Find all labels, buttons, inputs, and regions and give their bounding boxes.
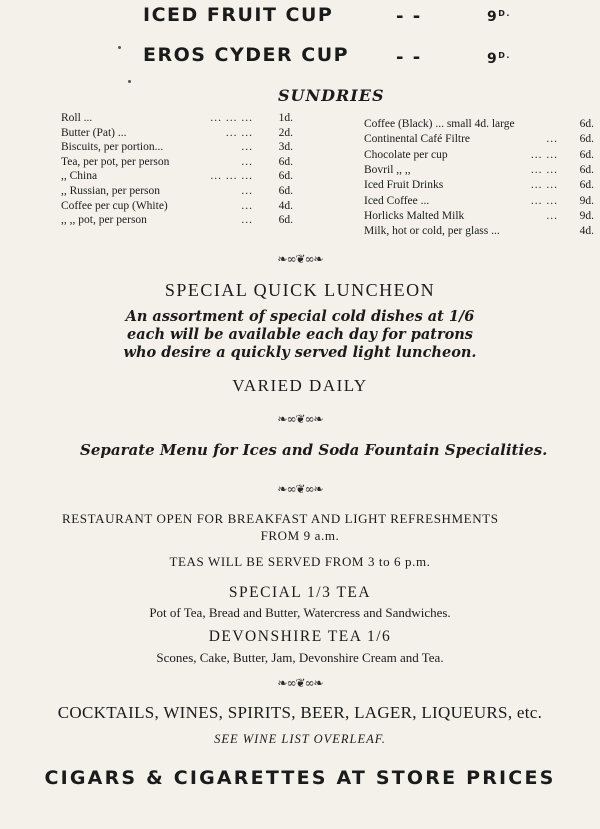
item-leader: ... (241, 185, 253, 197)
item-name: Bovril ,, ,, (364, 163, 411, 176)
item-leader: ... ... (530, 148, 558, 161)
item-price: 9d. (579, 194, 594, 207)
item-name: Continental Café Filtre (364, 133, 471, 146)
luncheon-line: each will be available each day for patrons (127, 326, 473, 343)
item-name: Milk, hot or cold, per glass ... (364, 225, 500, 238)
ices-note: Separate Menu for Ices and Soda Fountain Specialities. (80, 441, 548, 459)
item-name: Coffee (Black) ... small 4d. large (364, 118, 515, 130)
sundries-item (61, 141, 293, 156)
sundries-item (364, 133, 594, 148)
sundries-item (364, 164, 594, 179)
item-price: 9d. (579, 209, 594, 222)
luncheon-line: An assortment of special cold dishes at 1/6 (125, 308, 475, 325)
item-leader: ... (241, 199, 253, 212)
item-name: Iced Coffee ... (364, 194, 430, 207)
sundries-title: SUNDRIES (278, 86, 385, 105)
wine-note: SEE WINE LIST OVERLEAF. (214, 732, 386, 746)
item-leader: ... ... (225, 126, 253, 139)
luncheon-title: SPECIAL QUICK LUNCHEON (164, 280, 436, 300)
item-leader: ... (546, 209, 558, 222)
item-name: ,, China (61, 170, 98, 183)
ornament-divider: ❧∞❦∞❧ (277, 482, 323, 496)
ornament-divider: ❧∞❦∞❧ (277, 412, 323, 426)
print-speck (128, 80, 131, 83)
drink-name: ICED FRUIT CUP (143, 4, 334, 26)
cigars-note: CIGARS & CIGARETTES AT STORE PRICES (44, 767, 556, 789)
item-leader: ... (241, 141, 253, 154)
sundries-item (61, 185, 293, 200)
item-price: 6d. (579, 133, 594, 146)
item-price: 2d. (278, 126, 293, 139)
drink-price: $9^{D.}$ (487, 51, 511, 67)
special-tea-title: SPECIAL 1/3 TEA (228, 584, 372, 601)
sundries-item (61, 127, 293, 142)
devonshire-tea-title: DEVONSHIRE TEA 1/6 (208, 628, 392, 645)
item-price: 4d. (278, 199, 293, 212)
item-price: 6d. (278, 155, 293, 168)
drink-name: EROS CYDER CUP (143, 44, 350, 66)
print-speck (118, 46, 121, 49)
item-name: ,, ,, pot, per person (61, 214, 147, 227)
sundries-item (364, 195, 594, 210)
teas-hours: TEAS WILL BE SERVED FROM 3 to 6 p.m. (169, 554, 431, 569)
item-price: 6d. (579, 163, 594, 176)
item-price: 6d. (278, 170, 293, 183)
restaurant-hours: RESTAURANT OPEN FOR BREAKFAST AND LIGHT REFRESHMENTS (62, 511, 499, 526)
item-leader: ... ... (530, 194, 558, 207)
sundries-item (364, 210, 594, 225)
sundries-item (61, 112, 293, 127)
item-leader: ... ... (530, 163, 558, 176)
item-name: Horlicks Malted Milk (364, 209, 465, 222)
luncheon-line: who desire a quickly served light luncheon. (123, 344, 477, 361)
ornament-divider: ❧∞❦∞❧ (277, 252, 323, 266)
item-price: 6d. (579, 179, 594, 192)
item-name: Chocolate per cup (364, 148, 448, 161)
item-price: 3d. (278, 141, 293, 154)
item-leader: ... (546, 133, 558, 146)
item-price: 6d. (278, 214, 293, 227)
sundries-item (364, 179, 594, 194)
item-leader: ... ... (530, 179, 558, 192)
sundries-item (61, 200, 293, 215)
sundries-item (364, 149, 594, 164)
sundries-item (61, 170, 293, 185)
restaurant-from: FROM 9 a.m. (260, 528, 340, 543)
item-leader: ... (241, 155, 253, 168)
drink-dashes: - - (396, 47, 422, 68)
item-leader: ... ... ... (210, 170, 253, 183)
item-name: Coffee per cup (White) (61, 199, 168, 212)
sundries-item (61, 156, 293, 171)
sundries-item (61, 214, 293, 229)
varied-daily: VARIED DAILY (232, 376, 368, 395)
item-leader: ... (241, 214, 253, 227)
sundries-item (364, 225, 594, 240)
item-price: 4d. (579, 225, 594, 238)
item-name: Roll ... (61, 112, 93, 124)
drinks-list: COCKTAILS, WINES, SPIRITS, BEER, LAGER, LIQUEURS, etc. (57, 703, 543, 722)
item-name: Tea, per pot, per person (61, 155, 170, 168)
ornament-divider: ❧∞❦∞❧ (277, 676, 323, 690)
item-price: 6d. (278, 185, 293, 197)
item-name: Iced Fruit Drinks (364, 179, 444, 192)
item-name: Butter (Pat) ... (61, 126, 127, 139)
special-tea-desc: Pot of Tea, Bread and Butter, Watercress and Sandwiches. (149, 605, 451, 620)
item-price: 1d. (278, 112, 293, 124)
item-price: 6d. (579, 118, 594, 130)
item-leader: ... ... ... (210, 112, 253, 124)
sundries-item (364, 118, 594, 133)
item-price: 6d. (579, 148, 594, 161)
item-name: ,, Russian, per person (61, 185, 161, 197)
devonshire-tea-desc: Scones, Cake, Butter, Jam, Devonshire Cream and Tea. (156, 650, 444, 665)
item-name: Biscuits, per portion... (61, 141, 164, 154)
drink-dashes: - - (396, 6, 422, 27)
drink-price: $9^{D.}$ (487, 9, 511, 25)
